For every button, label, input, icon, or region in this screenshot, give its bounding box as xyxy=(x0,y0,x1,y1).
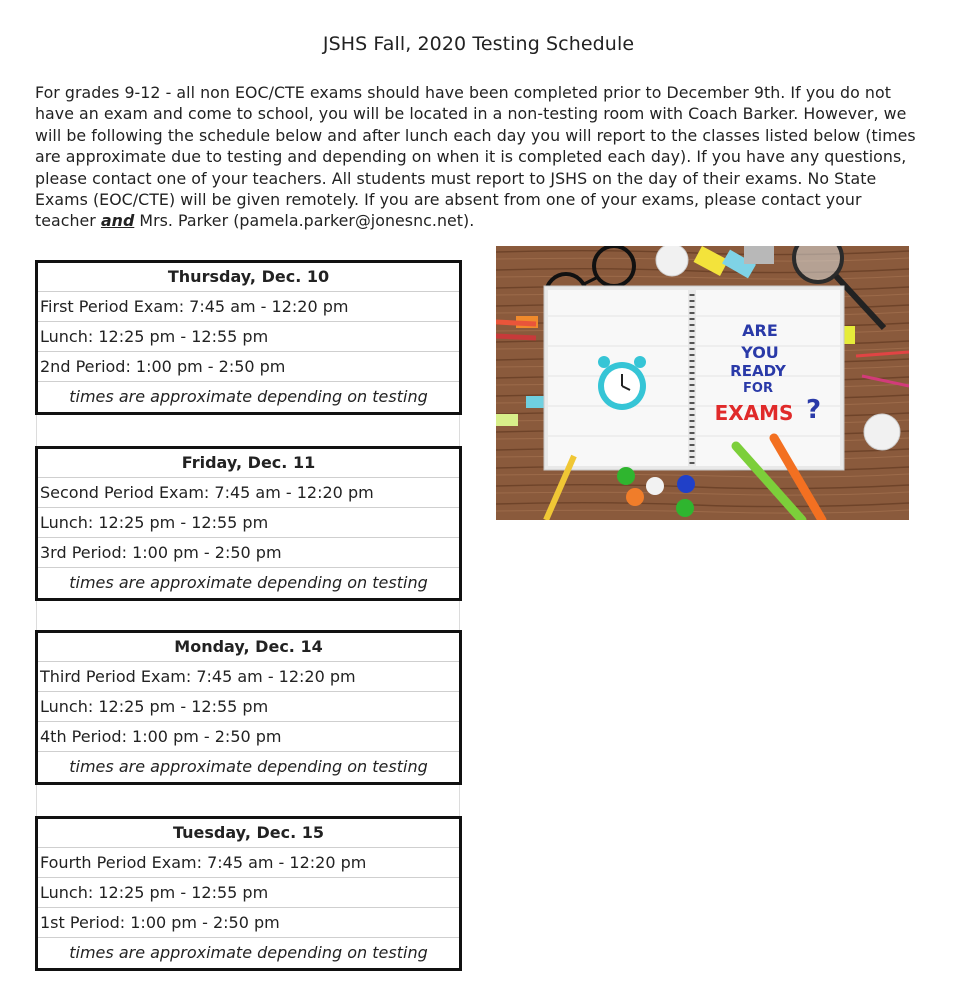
schedule-note: times are approximate depending on testing xyxy=(69,573,428,592)
notebook-text-are: ARE xyxy=(742,321,778,340)
intro-paragraph xyxy=(35,82,925,232)
table-spacer xyxy=(36,600,460,630)
schedule-row: Lunch: 12:25 pm - 12:55 pm xyxy=(38,508,459,538)
schedule-row: Lunch: 12:25 pm - 12:55 pm xyxy=(38,878,459,908)
marble xyxy=(626,488,644,506)
intro-emphasis: and xyxy=(100,211,135,231)
notebook-text-ready: READY xyxy=(730,362,786,380)
schedule-row: Second Period Exam: 7:45 am - 12:20 pm xyxy=(38,478,459,508)
intro-text-1: For grades 9-12 - all non EOC/CTE exams should have been completed prior to December 9th. If you do not have an exam and come to school, you will be located in a non-testing room with Coach Barker. However, we will be following the schedule below and after lunch each day you will report to the classes listed below (times are approximate due to testing and depending on when it is completed each day). If you have any questions, please contact one of your teachers. All students must report to JSHS on the day of their exams. No State Exams (EOC/CTE) will be given remotely. If you are absent from one of your exams, please contact your teacher xyxy=(35,83,916,231)
table-spacer xyxy=(36,785,460,816)
schedule-note: times are approximate depending on testing xyxy=(69,757,428,776)
schedule-row: 4th Period: 1:00 pm - 2:50 pm xyxy=(38,722,459,752)
red-pencil xyxy=(496,322,536,324)
crumpled-paper xyxy=(864,414,900,450)
sticky-note xyxy=(744,246,774,264)
schedule-friday xyxy=(35,446,462,601)
schedule-row: 2nd Period: 1:00 pm - 2:50 pm xyxy=(38,352,459,382)
table-spacer xyxy=(36,414,460,446)
notebook-text-for: FOR xyxy=(743,381,773,396)
schedule-note: times are approximate depending on testing xyxy=(69,943,428,962)
schedule-row: 3rd Period: 1:00 pm - 2:50 pm xyxy=(38,538,459,568)
crumpled-paper xyxy=(656,246,688,276)
schedule-row: Third Period Exam: 7:45 am - 12:20 pm xyxy=(38,662,459,692)
schedule-row: Lunch: 12:25 pm - 12:55 pm xyxy=(38,692,459,722)
schedule-row: Fourth Period Exam: 7:45 am - 12:20 pm xyxy=(38,848,459,878)
schedule-day-heading: Monday, Dec. 14 xyxy=(38,633,459,662)
sticky-note xyxy=(496,414,518,426)
marble xyxy=(617,467,635,485)
marble xyxy=(677,475,695,493)
notebook-text-you: YOU xyxy=(741,343,779,362)
notebook-text-exams: EXAMS xyxy=(714,401,794,425)
schedule-row: Lunch: 12:25 pm - 12:55 pm xyxy=(38,322,459,352)
schedule-thursday xyxy=(35,260,462,415)
schedule-day-heading: Friday, Dec. 11 xyxy=(38,449,459,478)
notebook-text-question: ? xyxy=(806,395,822,425)
schedule-day-heading: Tuesday, Dec. 15 xyxy=(38,819,459,848)
marble xyxy=(676,499,694,517)
schedule-row: First Period Exam: 7:45 am - 12:20 pm xyxy=(38,292,459,322)
magnifier-icon xyxy=(794,246,842,282)
marble xyxy=(646,477,664,495)
intro-text-2: Mrs. Parker (pamela.parker@jonesnc.net). xyxy=(134,211,475,231)
schedule-note: times are approximate depending on testing xyxy=(69,387,428,406)
schedule-tuesday xyxy=(35,816,462,971)
schedule-monday xyxy=(35,630,462,785)
exam-illustration xyxy=(496,246,909,520)
schedule-row: 1st Period: 1:00 pm - 2:50 pm xyxy=(38,908,459,938)
page-title: JSHS Fall, 2020 Testing Schedule xyxy=(322,33,635,55)
schedule-day-heading: Thursday, Dec. 10 xyxy=(38,263,459,292)
exam-photo-svg xyxy=(496,246,909,520)
